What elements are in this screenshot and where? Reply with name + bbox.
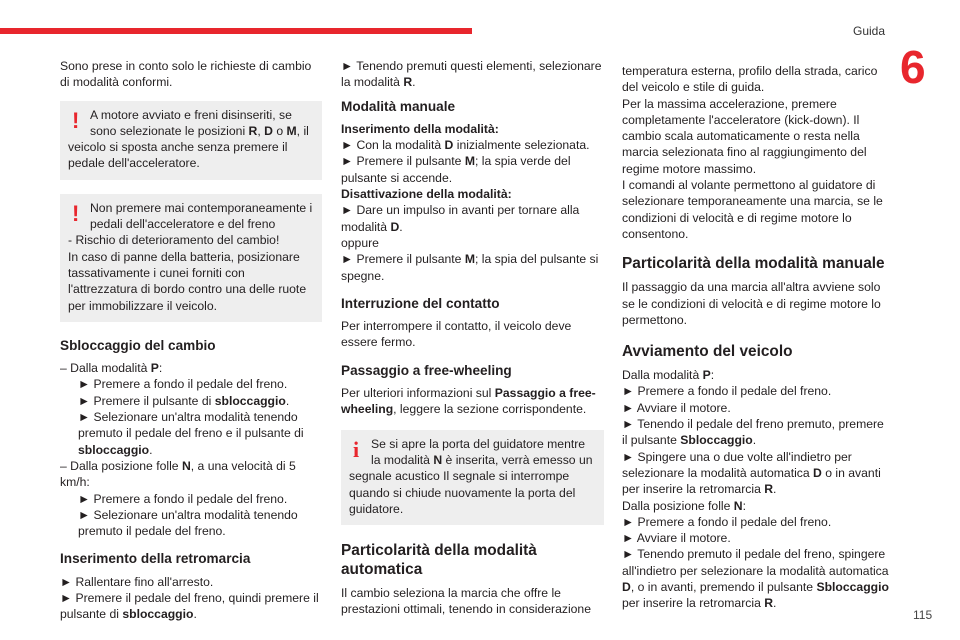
subheading [341, 121, 604, 137]
paragraph: temperatura esterna, profilo della strada, carico del veicolo e stile di guida. [622, 64, 878, 95]
text-fragment: o [272, 123, 287, 138]
subheading [341, 186, 604, 202]
info-text: segnale acustico Il segnale si interrompe quando si chiude nuovamente la porta del guidatore. [349, 469, 576, 516]
button-name: Sbloccaggio [680, 433, 753, 448]
text-fragment: , leggere la sezione corrispondente. [393, 402, 587, 417]
heading-retromarcia: Inserimento della retromarcia [60, 551, 251, 567]
step [60, 393, 322, 409]
paragraph: I comandi al volante permettono al guidatore di selezionare temporaneamente una marcia, se le condizioni di velocità e di regime motore lo consentono. [622, 178, 883, 241]
warning-text: Non premere mai contemporaneamente i [90, 200, 313, 215]
step: ► Avviare il motore. [622, 531, 731, 546]
gear-letter: R [764, 596, 774, 611]
text-fragment: . [193, 607, 197, 622]
gear-letter: N [181, 458, 191, 473]
text-fragment: . [773, 596, 777, 611]
gear-letter: D [813, 465, 822, 480]
oppure-text: oppure [341, 235, 379, 250]
text-fragment: la modalità [371, 452, 434, 467]
warning-text: sono selezionate le posizioni [90, 123, 249, 138]
warning-box [60, 194, 322, 322]
text-fragment: . [412, 75, 416, 90]
text-fragment: o in avanti per inserire la retromarcia [622, 465, 881, 497]
column-1 [60, 58, 322, 623]
text-fragment: . [773, 482, 777, 497]
button-name: sbloccaggio [78, 442, 150, 457]
gear-letter: R [764, 482, 774, 497]
text-fragment: ► Premere il pulsante [341, 252, 465, 267]
column-2 [341, 58, 604, 618]
text-fragment: ► Spingere una o due volte all'indietro per selezionare la modalità automatica [622, 449, 852, 480]
paragraph [341, 385, 604, 418]
gear-letter: D [622, 580, 631, 595]
text-fragment: ► Premere il pulsante di [78, 393, 215, 408]
text-fragment: inizialmente selezionata. [453, 138, 590, 153]
heading-avviamento: Avviamento del veicolo [622, 343, 793, 361]
step: ► Avviare il motore. [622, 400, 731, 415]
gear-letter: M [464, 252, 475, 267]
text-fragment: ► Con la modalità [341, 138, 445, 153]
step [60, 590, 322, 623]
text-fragment: ; la spia del pulsante si spegne. [341, 252, 599, 283]
text-fragment: è inserita, verrà emesso un [442, 452, 593, 467]
text-fragment: ► Selezionare un'altra modalità tenendo premuto il pedale del freno e il pulsante di [78, 410, 304, 441]
text-fragment: : [710, 368, 715, 383]
step [622, 498, 890, 514]
text-fragment: ► Premere il pedale del freno, quindi premere il pulsante di [60, 591, 319, 622]
text-fragment: per inserire la retromarcia [622, 596, 765, 611]
step [622, 449, 890, 498]
text-fragment: ► Tenendo il pedale del freno premuto, premere il pulsante [622, 417, 884, 448]
step: ► Premere a fondo il pedale del freno. [622, 384, 832, 399]
heading-sbloccaggio: Sbloccaggio del cambio [60, 337, 216, 353]
paragraph: Per interrompere il contatto, il veicolo deve essere fermo. [341, 319, 572, 350]
step [60, 458, 322, 491]
gear-letter: R [248, 123, 258, 138]
step: ► Selezionare un'altra modalità tenendo premuto il pedale del freno. [78, 507, 298, 539]
warning-text: veicolo si sposta anche senza premere il pedale dell'acceleratore. [68, 140, 288, 171]
step [341, 251, 604, 284]
step [622, 546, 890, 611]
gear-letter: R [403, 75, 413, 90]
warning-text [68, 200, 314, 233]
warning-box [60, 101, 322, 180]
paragraph: Per la massima accelerazione, premere completamente l'acceleratore (kick-down). Il cambio scala automaticamente o resta nella marcia selezionata fino al raggiungimento del regime motore massimo. [622, 96, 867, 176]
step: ► Premere a fondo il pedale del freno. [78, 491, 288, 506]
info-text: Se si apre la porta del guidatore mentre [371, 436, 586, 451]
step: ► Premere a fondo il pedale del freno. [622, 514, 832, 529]
gear-letter: N [433, 452, 443, 467]
header-accent-bar [0, 28, 472, 34]
step [341, 202, 604, 235]
heading-contatto: Interruzione del contatto [341, 295, 500, 311]
text-fragment: , a una velocità di 5 km/h: [60, 458, 296, 490]
warning-icon: ! [72, 200, 80, 226]
button-name: sbloccaggio [214, 393, 286, 408]
subheading-text: Inserimento della modalità: [341, 121, 499, 136]
text-fragment: . [285, 393, 290, 408]
page-number: 115 [913, 608, 933, 622]
gear-letter: D [444, 138, 454, 153]
reference-text: Passaggio a free-wheeling [341, 386, 596, 417]
step [60, 409, 322, 458]
gear-letter: D [390, 219, 400, 234]
warning-text: - Rischio di deterioramento del cambio! [68, 233, 280, 248]
text-fragment: , o in avanti, premendo il pulsante [630, 580, 817, 595]
text-fragment: Dalla posizione folle [622, 498, 734, 513]
text-fragment: – Dalla modalità [60, 361, 151, 376]
text-fragment: Dalla modalità [622, 368, 703, 383]
warning-icon: ! [72, 107, 80, 133]
step: ► Rallentare fino all'arresto. [60, 574, 214, 589]
text-fragment: – Dalla posizione folle [60, 458, 182, 473]
column-3 [622, 63, 890, 612]
text-fragment: ► Tenendo premuti questi elementi, selezionare la modalità [341, 59, 602, 90]
warning-text: A motore avviato e freni disinseriti, se [90, 107, 292, 122]
step: ► Premere a fondo il pedale del freno. [78, 377, 288, 392]
section-title: Guida [853, 24, 886, 38]
step [341, 153, 604, 186]
heading-automatica: Particolarità della modalità automatica [341, 542, 537, 579]
text-fragment: , il [296, 123, 309, 138]
gear-letter: N [733, 498, 743, 513]
gear-letter: P [150, 361, 159, 376]
heading-manuale: Modalità manuale [341, 98, 456, 114]
text-fragment: . [399, 219, 403, 234]
gear-letter: M [286, 123, 297, 138]
text-fragment: . [752, 433, 757, 448]
text-fragment: : [742, 498, 746, 513]
paragraph: Il passaggio da una marcia all'altra avviene solo se le condizioni di velocità e di regime motore lo permettono. [622, 280, 881, 327]
heading-particolarita-manuale: Particolarità della modalità manuale [622, 255, 885, 273]
subheading-text: Disattivazione della modalità: [341, 187, 512, 202]
step [341, 137, 604, 153]
text-fragment: Per ulteriori informazioni sul [341, 386, 495, 401]
intro-text: Sono prese in conto solo le richieste di cambio di modalità conformi. [60, 59, 312, 90]
gear-letter: P [702, 368, 711, 383]
warning-text: In caso di panne della batteria, posizionare tassativamente i cunei forniti con l'attrezzatura di bordo contro una delle ruote per immobilizzare il veicolo. [68, 249, 307, 313]
gear-letter: M [464, 154, 475, 169]
step [622, 416, 890, 449]
text-fragment: . [149, 442, 153, 457]
paragraph: Il cambio seleziona la marcia che offre le prestazioni ottimali, tenendo in considerazione [341, 586, 591, 617]
text-fragment: , [257, 123, 265, 138]
button-name: sbloccaggio [122, 607, 194, 622]
step [341, 58, 604, 91]
gear-letter: D [264, 123, 273, 138]
info-icon: i [353, 436, 360, 462]
step [60, 360, 322, 376]
heading-free-wheeling: Passaggio a free-wheeling [341, 362, 512, 378]
text-fragment: ► Premere il pulsante [341, 154, 465, 169]
step [622, 367, 890, 383]
text-fragment: ► Dare un impulso in avanti per tornare alla modalità [341, 203, 580, 234]
text-fragment: ; la spia verde del pulsante si accende. [341, 154, 571, 185]
button-name: Sbloccaggio [816, 580, 889, 595]
info-box [341, 430, 604, 525]
info-text [349, 436, 596, 469]
chapter-number: 6 [900, 41, 926, 93]
text-fragment: ► Tenendo premuto il pedale del freno, spingere all'indietro per selezionare la modalità automatica [622, 547, 889, 578]
warning-text: pedali dell'acceleratore e del freno [90, 217, 276, 232]
text-fragment: : [158, 361, 163, 376]
